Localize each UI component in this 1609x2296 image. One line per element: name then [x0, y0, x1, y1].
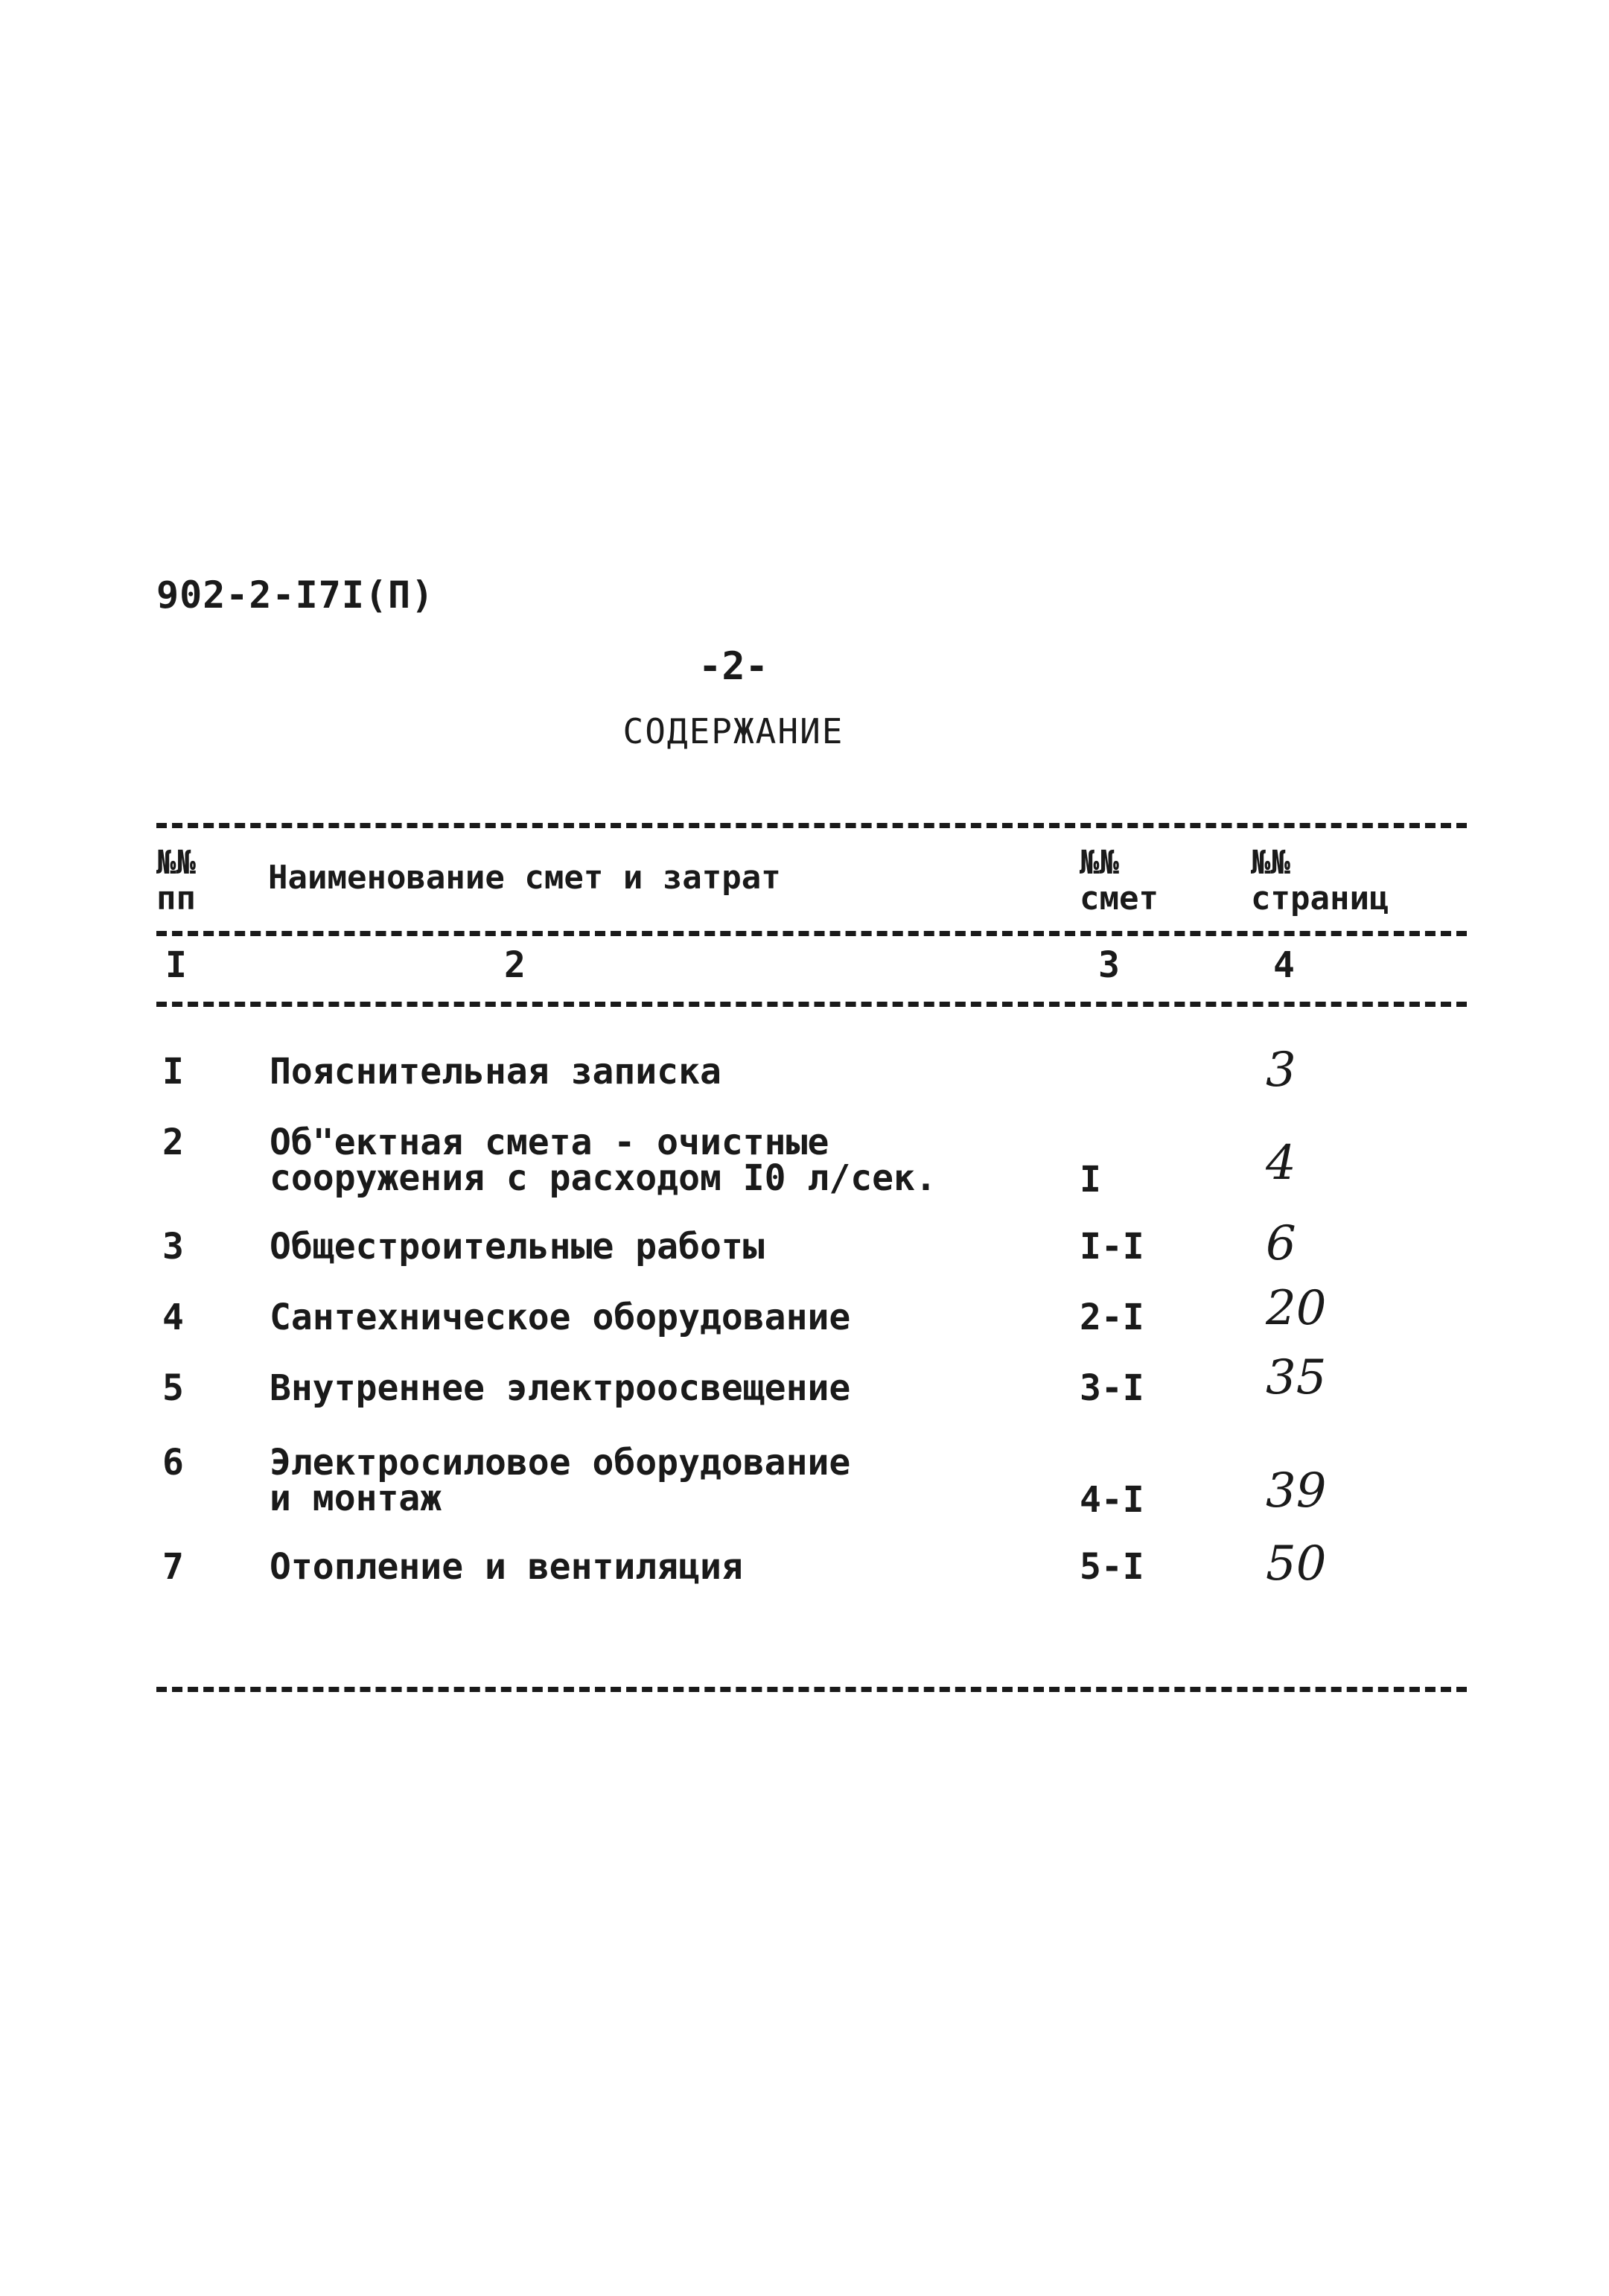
row-name: Пояснительная записка [270, 1051, 721, 1093]
row-estimate: 2-I [1080, 1297, 1144, 1338]
document-code: 902-2-I7I(П) [156, 573, 435, 617]
row-number: 4 [162, 1297, 184, 1338]
dashed-rule [156, 1002, 1467, 1007]
dashed-rule [156, 1687, 1467, 1692]
row-estimate: I [1080, 1159, 1101, 1201]
row-number: 6 [162, 1442, 184, 1484]
row-name: Об"ектная смета - очистные сооружения с расходом I0 л/сек. [270, 1122, 937, 1199]
column-header-row-number [156, 845, 223, 917]
dashed-rule [156, 931, 1467, 936]
contents-title: СОДЕРЖАНИЕ [622, 711, 844, 751]
column-header-label: №№ смет [1080, 844, 1159, 918]
row-number: 5 [162, 1367, 184, 1409]
column-number: 4 [1273, 944, 1295, 986]
page-number: -2- [698, 644, 768, 689]
row-name: Внутреннее электроосвещение [270, 1367, 851, 1409]
row-page: 6 [1266, 1216, 1296, 1271]
column-number: 2 [504, 944, 526, 986]
column-header-name: Наименование смет и затрат [268, 859, 781, 897]
row-name: Отопление и вентиляция [270, 1546, 743, 1588]
row-name: Общестроительные работы [270, 1226, 765, 1268]
column-number: I [165, 944, 187, 986]
row-number: 3 [162, 1226, 184, 1268]
row-estimate: I-I [1080, 1226, 1144, 1268]
row-number: 2 [162, 1122, 184, 1163]
row-page: 3 [1266, 1043, 1296, 1098]
row-estimate: 3-I [1080, 1367, 1144, 1409]
row-page: 4 [1266, 1136, 1296, 1191]
column-header-pages [1251, 845, 1415, 917]
row-estimate: 4-I [1080, 1479, 1144, 1521]
row-page: 50 [1266, 1536, 1327, 1591]
row-number: I [162, 1051, 184, 1093]
row-page: 39 [1266, 1463, 1327, 1519]
row-estimate: 5-I [1080, 1546, 1144, 1588]
row-page: 35 [1266, 1350, 1327, 1405]
column-number: 3 [1098, 944, 1120, 986]
column-header-estimate [1080, 845, 1184, 917]
row-page: 20 [1266, 1281, 1327, 1336]
dashed-rule [156, 823, 1467, 828]
row-number: 7 [162, 1546, 184, 1588]
column-header-label: №№ страниц [1251, 844, 1389, 918]
row-name: Электросиловое оборудование и монтаж [270, 1442, 851, 1519]
row-name: Сантехническое оборудование [270, 1297, 851, 1338]
column-header-label: №№ пп [156, 844, 196, 918]
